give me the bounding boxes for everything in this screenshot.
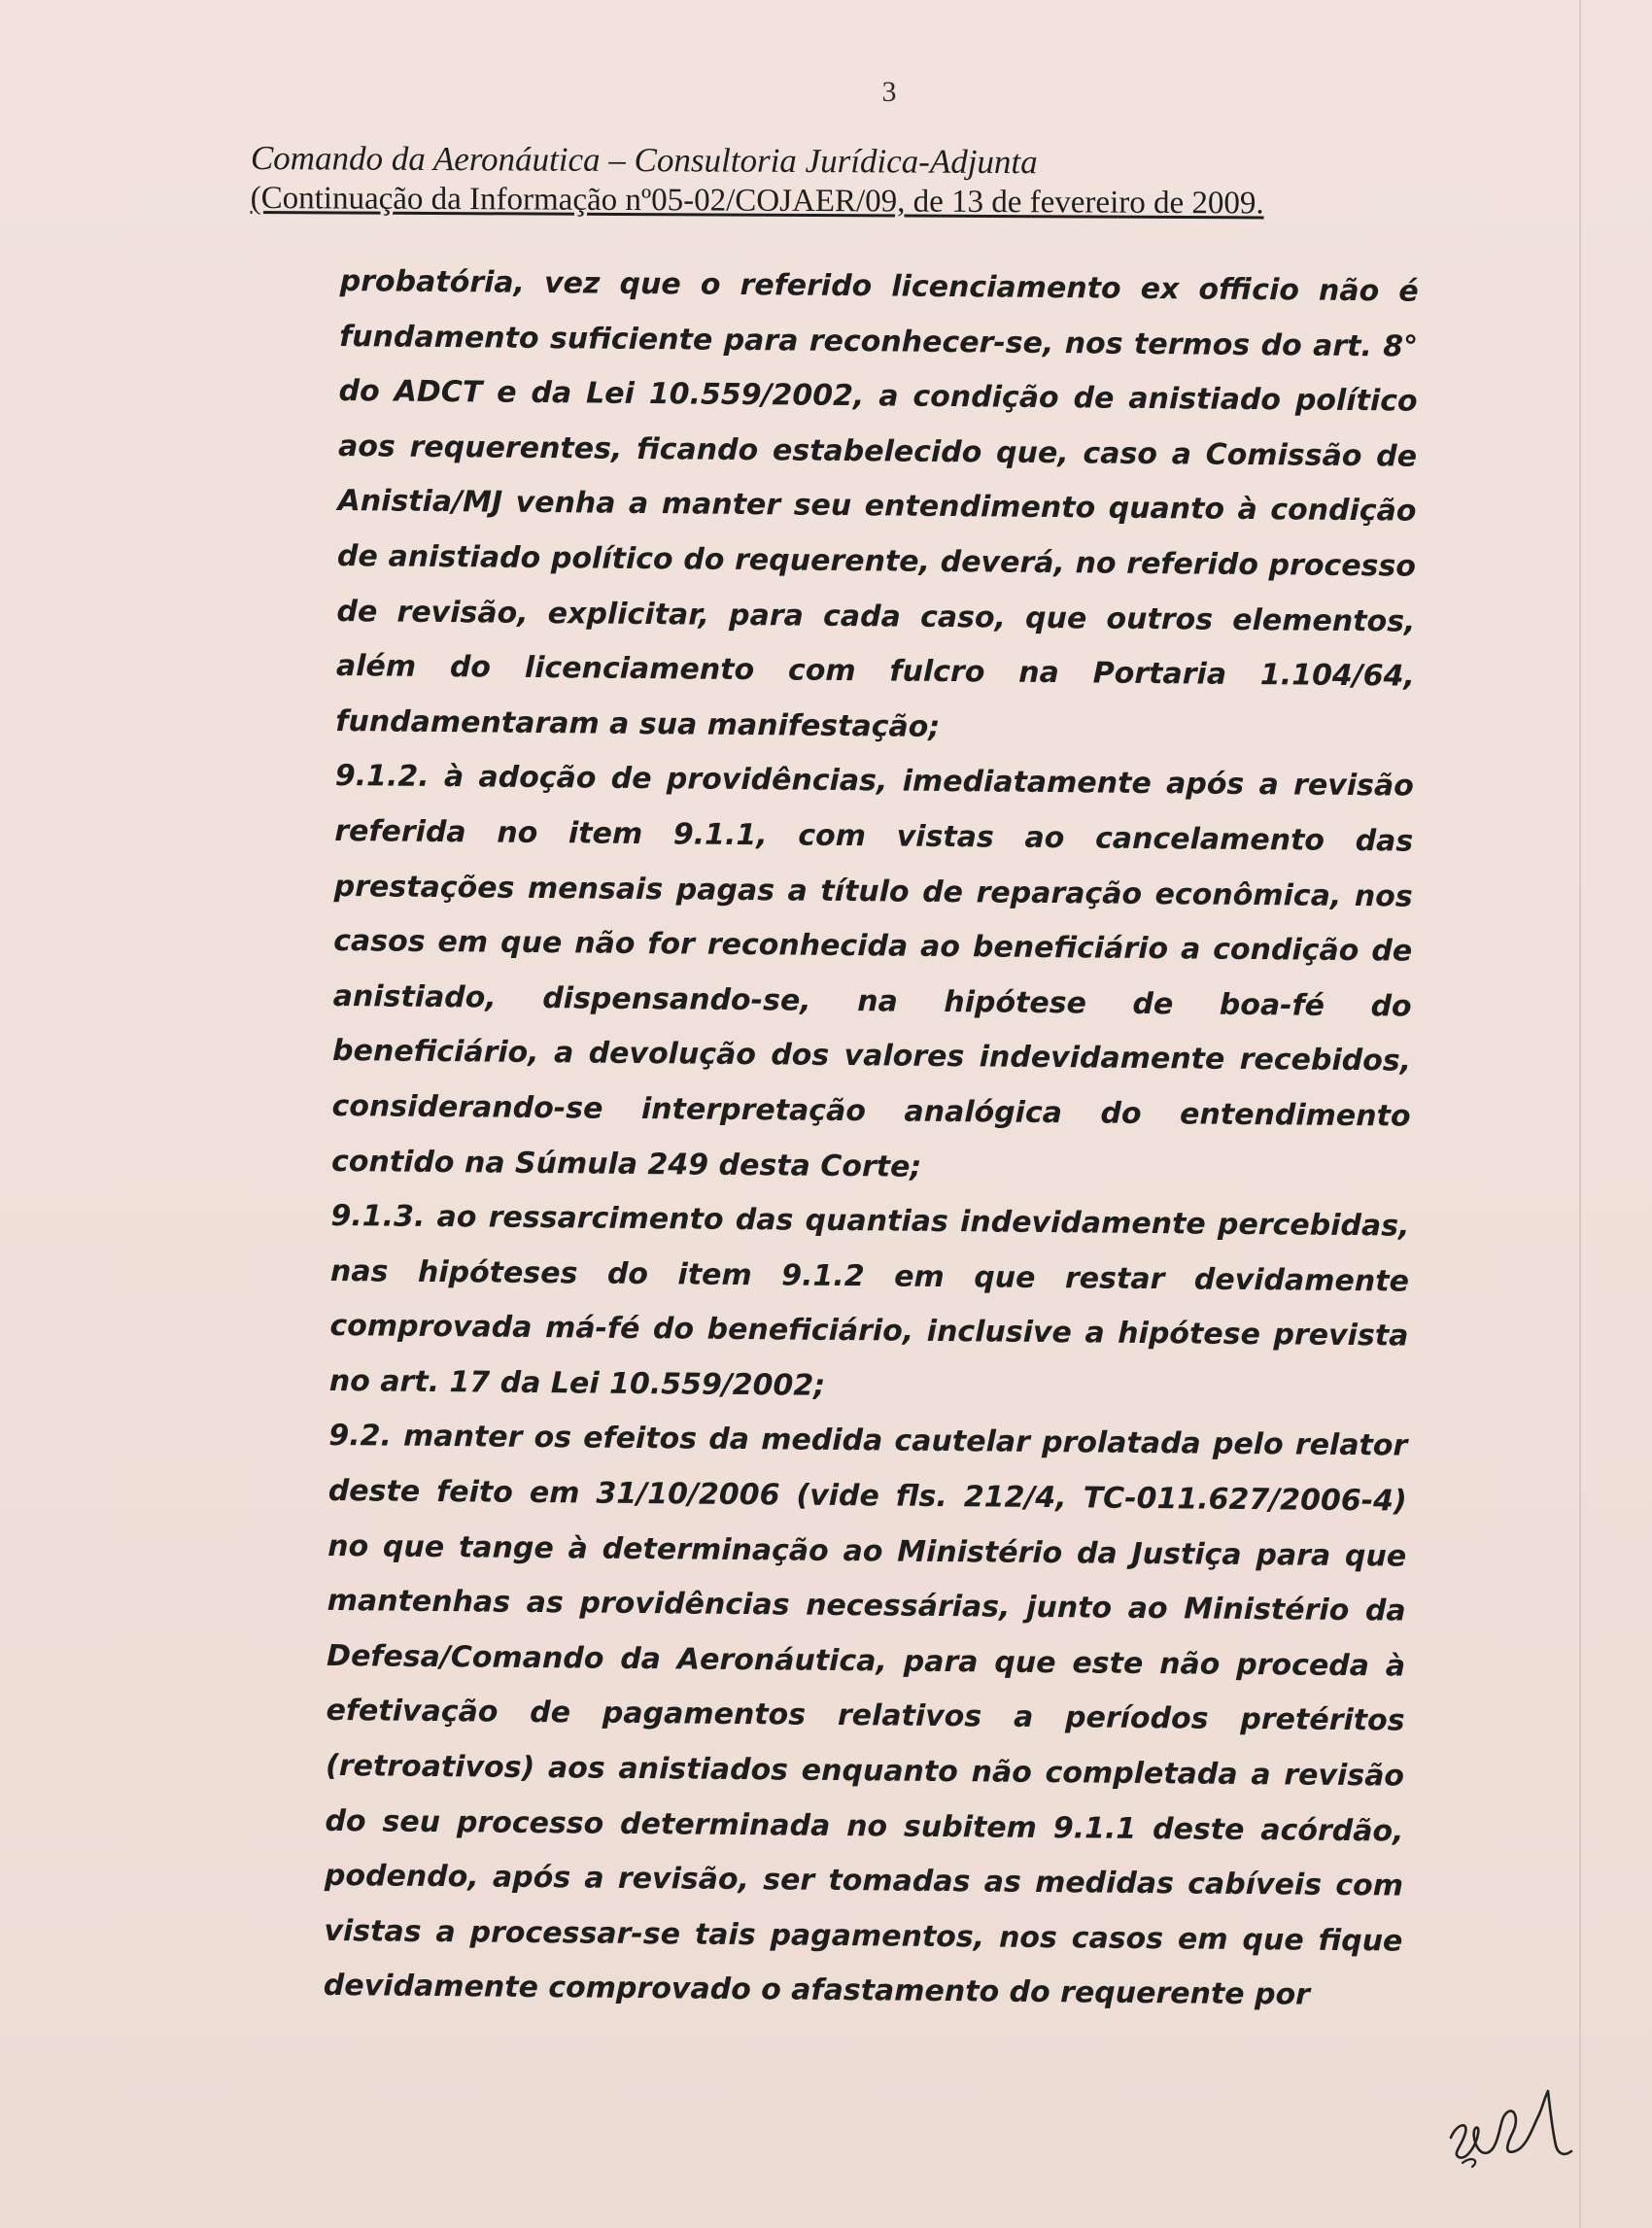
header-reference: (Continuação da Informação nº05-02/COJAER/09, de 13 de fevereiro de 2009.: [250, 180, 1264, 222]
paragraph-9-1-3: 9.1.3. ao ressarcimento das quantias indevidamente percebidas, nas hipóteses do item 9.1.2 em que restar devidamente comprovada má-fé do beneficiário, inclusive a hipótese prevista no art. 17 da Lei 10.559/2002;: [328, 1199, 1410, 1403]
paragraph-continuation: probatória, vez que o referido licenciamento ex officio não é fundamento suficiente para reconhecer-se, nos termos do art. 8° do ADCT e da Lei 10.559/2002, a condição de anistiado político aos requerentes, ficando estabelecido que, caso a Comissão de Anistia/MJ venha a manter seu entendimento quanto à condição de anistiado político do requerente, deverá, no referido processo de revisão, explicitar, para cada caso, que outros elementos, além do licenciamento com fulcro na Portaria 1.104/64, fundamentaram a sua manifestação;: [335, 263, 1419, 744]
document-body: [324, 255, 1419, 2025]
handwritten-initials-signature: [1443, 2070, 1579, 2177]
page-edge-shadow: [1579, 0, 1581, 2228]
paragraph-9-2: 9.2. manter os efeitos da medida cautelar prolatada pelo relator deste feito em 31/10/2006 (vide fls. 212/4, TC-011.627/2006-4) no que tange à determinação ao Ministério da Justiça para que mantenhas as providências necessárias, junto ao Ministério da Defesa/Comando da Aeronáutica, para que este não proceda à efetivação de pagamentos relativos a períodos pretéritos (retroativos) aos anistiados enquanto não completada a revisão do seu processo determinada no subitem 9.1.1 deste acórdão, podendo, após a revisão, ser tomadas as medidas cabíveis com vistas a processar-se tais pagamentos, nos casos em que fique devidamente comprovado o afastamento do requerente por: [323, 1419, 1408, 2013]
paragraph-9-1-2: 9.1.2. à adoção de providências, imediatamente após a revisão referida no item 9.1.1, com vistas ao cancelamento das prestações mensais pagas a título de reparação econômica, nos casos em que não for reconhecida ao beneficiário a condição de anistiado, dispensando-se, na hipótese de boa-fé do beneficiário, a devolução dos valores indevidamente recebidos, considerando-se interpretação analógica do entendimento contido na Súmula 249 desta Corte;: [330, 759, 1414, 1184]
document-header: [251, 138, 1300, 223]
header-organization: Comando da Aeronáutica – Consultoria Jurídica-Adjunta: [250, 138, 1038, 182]
page-number: 3: [881, 76, 897, 108]
